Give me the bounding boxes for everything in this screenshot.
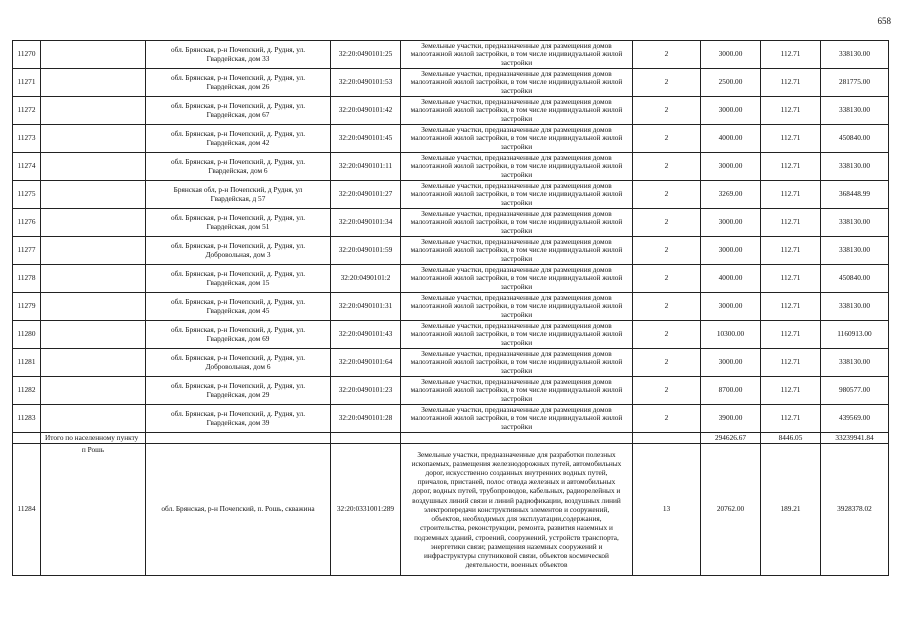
group-code-cell: 2 (633, 153, 701, 181)
land-use-description-cell: Земельные участки, предназначенные для размещения домов малоэтажной жилой застройки, в том числе индивидуальной жилой застройки (401, 97, 633, 125)
cadastral-value-cell: 338130.00 (821, 153, 889, 181)
settlement-cell (41, 209, 146, 237)
cadastral-value-cell: 450840.00 (821, 125, 889, 153)
cadastral-number-cell: 32:20:0490101:28 (331, 405, 401, 433)
settlement-cell (41, 237, 146, 265)
row-number-cell: 11280 (13, 321, 41, 349)
cadastral-number-cell: 32:20:0490101:25 (331, 41, 401, 69)
specific-value-cell: 112.71 (761, 377, 821, 405)
cadastral-number-cell: 32:20:0490101:45 (331, 125, 401, 153)
table-row (13, 237, 889, 265)
cadastral-number-cell: 32:20:0490101:34 (331, 209, 401, 237)
row-number-cell: 11274 (13, 153, 41, 181)
group-code-cell: 2 (633, 349, 701, 377)
area-cell: 8700.00 (701, 377, 761, 405)
specific-value-cell: 112.71 (761, 181, 821, 209)
row-number-cell: 11276 (13, 209, 41, 237)
table-row (13, 41, 889, 69)
cadastral-number-cell: 32:20:0331001:289 (331, 444, 401, 576)
row-number-cell (13, 433, 41, 444)
row-number-cell: 11270 (13, 41, 41, 69)
row-number-cell: 11272 (13, 97, 41, 125)
table-row (13, 97, 889, 125)
area-cell: 2500.00 (701, 69, 761, 97)
land-use-description-cell: Земельные участки, предназначенные для размещения домов малоэтажной жилой застройки, в том числе индивидуальной жилой застройки (401, 41, 633, 69)
row-number-cell: 11279 (13, 293, 41, 321)
area-cell: 20762.00 (701, 444, 761, 576)
settlement-cell (41, 405, 146, 433)
page-number: 658 (877, 16, 891, 26)
address-cell: обл. Брянская, р-н Почепский, д. Рудня, ул. Гвардейская, дом 69 (146, 321, 331, 349)
cadastral-number-cell: 32:20:0490101:43 (331, 321, 401, 349)
table-row (13, 349, 889, 377)
settlement-cell (41, 293, 146, 321)
land-use-description-cell: Земельные участки, предназначенные для размещения домов малоэтажной жилой застройки, в том числе индивидуальной жилой застройки (401, 349, 633, 377)
group-code-cell: 2 (633, 293, 701, 321)
cadastral-number-cell: 32:20:0490101:64 (331, 349, 401, 377)
land-use-description-cell: Земельные участки, предназначенные для размещения домов малоэтажной жилой застройки, в том числе индивидуальной жилой застройки (401, 209, 633, 237)
area-cell: 3269.00 (701, 181, 761, 209)
area-cell: 3900.00 (701, 405, 761, 433)
row-number-cell: 11281 (13, 349, 41, 377)
area-cell: 294626.67 (701, 433, 761, 444)
row-number-cell: 11283 (13, 405, 41, 433)
group-code-cell: 2 (633, 69, 701, 97)
group-code-cell: 2 (633, 237, 701, 265)
land-use-description-cell (401, 433, 633, 444)
table-row (13, 265, 889, 293)
table-row (13, 153, 889, 181)
table-row (13, 293, 889, 321)
settlement-cell (41, 265, 146, 293)
specific-value-cell: 112.71 (761, 97, 821, 125)
cadastral-value-cell: 3928378.02 (821, 444, 889, 576)
area-cell: 3000.00 (701, 349, 761, 377)
cadastral-value-cell: 980577.00 (821, 377, 889, 405)
settlement-cell (41, 321, 146, 349)
group-code-cell: 2 (633, 377, 701, 405)
address-cell: обл. Брянская, р-н Почепский, д. Рудня, ул. Гвардейская, дом 67 (146, 97, 331, 125)
address-cell: обл. Брянская, р-н Почепский, д. Рудня, ул. Добровольная, дом 6 (146, 349, 331, 377)
cadastral-number-cell: 32:20:0490101:53 (331, 69, 401, 97)
table-row (13, 69, 889, 97)
table-row (13, 209, 889, 237)
land-use-description-cell: Земельные участки, предназначенные для разработки полезных ископаемых, размещения железнодорожных путей, автомобильных дорог, искусственно созданных внутренних водных путей, причалов, пристаней, полос отвода железных и автомобильных дорог, водных путей, трубопроводов, кабельных, радиорелейных и воздушных линий связи и линий радиофикации, воздушных линий электропередачи конструктивных элементов и сооружений, объектов, необходимых для эксплуатации,содержания, строительства, реконструкции, ремонта, развития наземных и подземных зданий, строений, сооружений, устройств транспорта, энергетики связи; размещения наземных сооружений и инфраструктуры спутниковой связи, объектов космической деятельности, военных объектов (401, 444, 633, 576)
area-cell: 4000.00 (701, 125, 761, 153)
land-use-description-cell: Земельные участки, предназначенные для размещения домов малоэтажной жилой застройки, в том числе индивидуальной жилой застройки (401, 125, 633, 153)
cadastral-value-cell: 33239941.84 (821, 433, 889, 444)
cadastral-number-cell (331, 433, 401, 444)
cadastral-value-cell: 439569.00 (821, 405, 889, 433)
specific-value-cell: 112.71 (761, 349, 821, 377)
specific-value-cell: 112.71 (761, 293, 821, 321)
land-use-description-cell: Земельные участки, предназначенные для размещения домов малоэтажной жилой застройки, в том числе индивидуальной жилой застройки (401, 237, 633, 265)
table-row (13, 405, 889, 433)
cadastral-value-cell: 338130.00 (821, 97, 889, 125)
table-row (13, 125, 889, 153)
address-cell: обл. Брянская, р-н Почепский, д. Рудня, ул. Добровольная, дом 3 (146, 237, 331, 265)
cadastral-value-cell: 281775.00 (821, 69, 889, 97)
cadastral-value-cell: 338130.00 (821, 293, 889, 321)
land-use-description-cell: Земельные участки, предназначенные для размещения домов малоэтажной жилой застройки, в том числе индивидуальной жилой застройки (401, 69, 633, 97)
group-code-cell: 13 (633, 444, 701, 576)
cadastral-value-cell: 1160913.00 (821, 321, 889, 349)
specific-value-cell: 112.71 (761, 41, 821, 69)
specific-value-cell: 189.21 (761, 444, 821, 576)
land-use-description-cell: Земельные участки, предназначенные для размещения домов малоэтажной жилой застройки, в том числе индивидуальной жилой застройки (401, 265, 633, 293)
table-row (13, 444, 889, 576)
land-use-description-cell: Земельные участки, предназначенные для размещения домов малоэтажной жилой застройки, в том числе индивидуальной жилой застройки (401, 293, 633, 321)
area-cell: 3000.00 (701, 209, 761, 237)
specific-value-cell: 112.71 (761, 153, 821, 181)
address-cell (146, 433, 331, 444)
group-code-cell: 2 (633, 181, 701, 209)
row-number-cell: 11277 (13, 237, 41, 265)
cadastral-number-cell: 32:20:0490101:31 (331, 293, 401, 321)
area-cell: 10300.00 (701, 321, 761, 349)
row-number-cell: 11282 (13, 377, 41, 405)
settlement-cell (41, 69, 146, 97)
group-code-cell: 2 (633, 209, 701, 237)
specific-value-cell: 8446.05 (761, 433, 821, 444)
address-cell: обл. Брянская, р-н Почепский, д. Рудня, ул. Гвардейская, дом 26 (146, 69, 331, 97)
specific-value-cell: 112.71 (761, 321, 821, 349)
group-code-cell: 2 (633, 265, 701, 293)
land-use-description-cell: Земельные участки, предназначенные для размещения домов малоэтажной жилой застройки, в том числе индивидуальной жилой застройки (401, 321, 633, 349)
cadastral-value-cell: 338130.00 (821, 209, 889, 237)
address-cell: обл. Брянская, р-н Почепский, д. Рудня, ул. Гвардейская, дом 33 (146, 41, 331, 69)
cadastral-number-cell: 32:20:0490101:42 (331, 97, 401, 125)
specific-value-cell: 112.71 (761, 237, 821, 265)
cadastral-number-cell: 32:20:0490101:59 (331, 237, 401, 265)
table-row (13, 181, 889, 209)
cadastral-value-cell: 368448.99 (821, 181, 889, 209)
row-number-cell: 11271 (13, 69, 41, 97)
row-number-cell: 11273 (13, 125, 41, 153)
settlement-cell (41, 97, 146, 125)
group-code-cell: 2 (633, 405, 701, 433)
area-cell: 3000.00 (701, 153, 761, 181)
table-body (13, 41, 889, 576)
group-code-cell: 2 (633, 125, 701, 153)
land-use-description-cell: Земельные участки, предназначенные для размещения домов малоэтажной жилой застройки, в том числе индивидуальной жилой застройки (401, 377, 633, 405)
address-cell: обл. Брянская, р-н Почепский, д. Рудня, ул. Гвардейская, дом 29 (146, 377, 331, 405)
area-cell: 3000.00 (701, 293, 761, 321)
cadastral-value-cell: 338130.00 (821, 41, 889, 69)
specific-value-cell: 112.71 (761, 125, 821, 153)
specific-value-cell: 112.71 (761, 209, 821, 237)
table-row (13, 321, 889, 349)
address-cell: обл. Брянская, р-н Почепский, п. Рошь, скважина (146, 444, 331, 576)
table-row (13, 377, 889, 405)
row-number-cell: 11275 (13, 181, 41, 209)
cadastral-number-cell: 32:20:0490101:23 (331, 377, 401, 405)
settlement-cell: п Рошь (41, 444, 146, 576)
settlement-cell (41, 125, 146, 153)
settlement-cell (41, 377, 146, 405)
row-number-cell: 11284 (13, 444, 41, 576)
address-cell: обл. Брянская, р-н Почепский, д. Рудня, ул. Гвардейская, дом 45 (146, 293, 331, 321)
settlement-cell (41, 41, 146, 69)
cadastral-number-cell: 32:20:0490101:2 (331, 265, 401, 293)
valuation-table (12, 40, 889, 576)
address-cell: обл. Брянская, р-н Почепский, д. Рудня, ул. Гвардейская, дом 15 (146, 265, 331, 293)
land-use-description-cell: Земельные участки, предназначенные для размещения домов малоэтажной жилой застройки, в том числе индивидуальной жилой застройки (401, 181, 633, 209)
cadastral-number-cell: 32:20:0490101:11 (331, 153, 401, 181)
group-code-cell: 2 (633, 321, 701, 349)
group-code-cell: 2 (633, 41, 701, 69)
cadastral-value-cell: 450840.00 (821, 265, 889, 293)
cadastral-number-cell: 32:20:0490101:27 (331, 181, 401, 209)
group-code-cell (633, 433, 701, 444)
area-cell: 3000.00 (701, 41, 761, 69)
settlement-cell (41, 181, 146, 209)
subtotal-row (13, 433, 889, 444)
area-cell: 4000.00 (701, 265, 761, 293)
row-number-cell: 11278 (13, 265, 41, 293)
settlement-cell: Итого по населенному пункту (41, 433, 146, 444)
address-cell: обл. Брянская, р-н Почепский, д. Рудня, ул. Гвардейская, дом 51 (146, 209, 331, 237)
address-cell: обл. Брянская, р-н Почепский, д. Рудня, ул. Гвардейская, дом 39 (146, 405, 331, 433)
address-cell: обл. Брянская, р-н Почепский, д. Рудня, ул. Гвардейская, дом 42 (146, 125, 331, 153)
area-cell: 3000.00 (701, 97, 761, 125)
address-cell: Брянская обл, р-н Почепский, д Рудня, ул Гвардейская, д 57 (146, 181, 331, 209)
specific-value-cell: 112.71 (761, 265, 821, 293)
land-use-description-cell: Земельные участки, предназначенные для размещения домов малоэтажной жилой застройки, в том числе индивидуальной жилой застройки (401, 405, 633, 433)
group-code-cell: 2 (633, 97, 701, 125)
address-cell: обл. Брянская, р-н Почепский, д. Рудня, ул. Гвардейская, дом 6 (146, 153, 331, 181)
cadastral-value-cell: 338130.00 (821, 237, 889, 265)
specific-value-cell: 112.71 (761, 405, 821, 433)
settlement-cell (41, 349, 146, 377)
area-cell: 3000.00 (701, 237, 761, 265)
settlement-cell (41, 153, 146, 181)
land-use-description-cell: Земельные участки, предназначенные для размещения домов малоэтажной жилой застройки, в том числе индивидуальной жилой застройки (401, 153, 633, 181)
cadastral-value-cell: 338130.00 (821, 349, 889, 377)
specific-value-cell: 112.71 (761, 69, 821, 97)
